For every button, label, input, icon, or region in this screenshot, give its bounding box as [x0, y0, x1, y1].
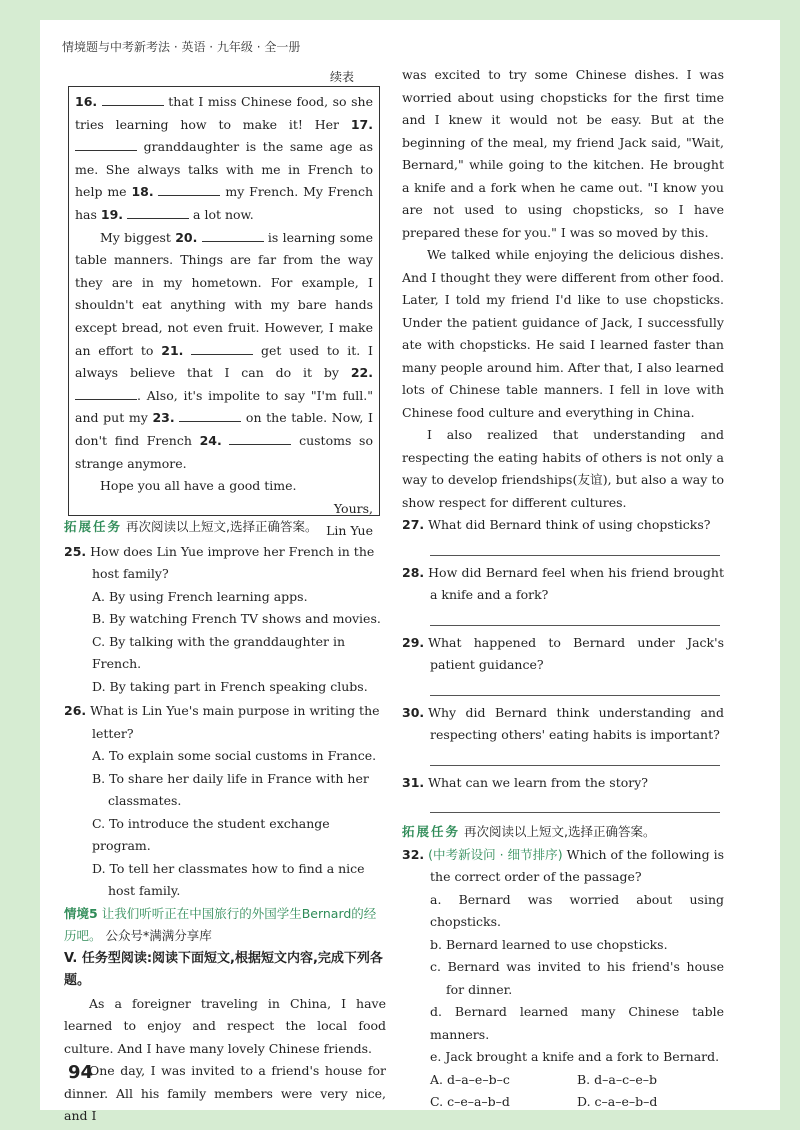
running-header: 情境题与中考新考法 · 英语 · 九年级 · 全一册	[62, 40, 301, 54]
blank-23[interactable]	[179, 407, 241, 422]
page	[40, 20, 780, 1123]
task-text: 再次阅读以上短文,选择正确答案。	[464, 824, 656, 839]
letter-text: . Also, it's impolite to say "I'm full." and put my	[75, 387, 373, 426]
passage-paragraph: I also realized that understanding and respecting the eating habits of others is not only a way to develop friendships(友谊), but also a way to show respect for different cultures.	[402, 427, 724, 510]
passage-paragraph: was excited to try some Chinese dishes. I was worried about using chopsticks for the first time and I knew it would not be easy. But at the beginning of the meal, my friend Jack said, "Wait, Bernard," while going to the kitchen. He brought a knife and a fork when he came out. "I know you are not used to using chopsticks, so I have prepared these for you." I was so moved by this.	[402, 67, 724, 240]
answer-line[interactable]	[430, 677, 720, 696]
option[interactable]: C. By talking with the granddaughter in French.	[92, 633, 346, 671]
answer-line[interactable]	[430, 607, 720, 626]
option[interactable]: B. To share her daily life in France with her classmates.	[92, 770, 369, 808]
event-item: c. Bernard was invited to his friend's house for dinner.	[430, 959, 724, 997]
right-column	[402, 64, 724, 1114]
choice-c[interactable]: C. c–e–a–b–d	[430, 1094, 510, 1109]
task-text: 再次阅读以上短文,选择正确答案。	[126, 519, 318, 534]
blank-num: 24.	[199, 432, 222, 448]
watermark: 公众号*满满分享库	[105, 928, 212, 943]
question-26: 26. What is Lin Yue's main purpose in writing the letter?	[64, 703, 380, 741]
blank-num: 22.	[350, 365, 373, 381]
blank-num: 18.	[131, 184, 154, 200]
letter-text: that I miss Chinese food, so she tries learning how to make it! Her	[75, 94, 373, 132]
passage-paragraph: One day, I was invited to a friend's house for dinner. All his family members were very nice, and I	[64, 1063, 386, 1123]
letter-text: My biggest	[100, 229, 171, 245]
question-27: 27. What did Bernard think of using chopsticks?	[402, 517, 711, 532]
letter-text: on the table. Now, I don't find French	[75, 410, 373, 448]
choices-row	[402, 1069, 724, 1092]
blank-num: 21.	[161, 342, 184, 358]
question-tag: (中考新设问 · 细节排序)	[428, 846, 563, 862]
event-item: a. Bernard was worried about using chopsticks.	[430, 891, 724, 929]
option[interactable]: A. By using French learning apps.	[92, 588, 308, 604]
letter-text: get used to it. I always believe that I can do it by	[75, 342, 373, 381]
answer-line[interactable]	[430, 794, 720, 813]
passage-paragraph: As a foreigner traveling in China, I have learned to enjoy and respect the local food culture. And I have many lovely Chinese friends.	[64, 995, 386, 1056]
event-item: d. Bernard learned many Chinese table manners.	[430, 1004, 724, 1042]
question-29: 29. What happened to Bernard under Jack's patient guidance?	[402, 634, 724, 672]
question-28: 28. How did Bernard feel when his friend brought a knife and a fork?	[402, 564, 724, 602]
blank-num: 19.	[100, 206, 124, 222]
task-label: 拓展任务	[64, 519, 123, 534]
option[interactable]: B. By watching French TV shows and movies.	[92, 611, 381, 626]
section-title: V. 任务型阅读:阅读下面短文,根据短文内容,完成下列各题。	[64, 950, 383, 988]
continued-label: 续表	[330, 70, 355, 84]
option[interactable]: D. By taking part in French speaking clubs.	[92, 678, 368, 694]
choices-row	[402, 1091, 724, 1114]
event-item: e. Jack brought a knife and a fork to Bernard.	[430, 1049, 720, 1064]
event-item: b. Bernard learned to use chopsticks.	[430, 936, 668, 952]
letter-text: my French. My French has	[75, 184, 374, 222]
situation-5: 情境5 让我们听听正在中国旅行的外国学生Bernard的经历吧。 公众号*满满分享库	[64, 905, 377, 943]
choice-b[interactable]: B. d–a–c–e–b	[577, 1071, 657, 1087]
blank-22[interactable]	[75, 385, 137, 400]
letter-signature: Lin Yue	[326, 523, 373, 539]
blank-16[interactable]	[102, 91, 164, 106]
choice-d[interactable]: D. c–a–e–b–d	[577, 1094, 658, 1109]
letter-text: customs so strange anymore.	[75, 432, 373, 471]
blank-num: 23.	[152, 410, 175, 426]
answer-line[interactable]	[430, 537, 720, 556]
extension-task	[402, 821, 724, 844]
question-32: 32. (中考新设问 · 细节排序) Which of the following is the correct order of the passage?	[402, 846, 724, 884]
blank-19[interactable]	[127, 204, 189, 219]
letter-text: a lot now.	[193, 206, 254, 222]
option[interactable]: C. To introduce the student exchange program.	[92, 815, 330, 853]
blank-num: 17.	[350, 116, 373, 132]
question-25: 25. How does Lin Yue improve her French in the host family?	[64, 543, 375, 581]
letter-closing: Yours,	[333, 500, 373, 516]
blank-num: 16.	[75, 94, 98, 109]
question-30: 30. Why did Bernard think understanding and respecting others' eating habits is important?	[402, 704, 724, 742]
blank-20[interactable]	[202, 227, 264, 242]
letter-closing-line: Hope you all have a good time.	[100, 478, 297, 494]
answer-line[interactable]	[430, 747, 720, 766]
blank-21[interactable]	[191, 340, 253, 355]
choice-a[interactable]: A. d–a–e–b–c	[430, 1071, 510, 1087]
question-31: 31. What can we learn from the story?	[402, 774, 648, 790]
blank-num: 20.	[175, 229, 198, 245]
option[interactable]: A. To explain some social customs in France.	[92, 748, 377, 763]
extension-task	[64, 516, 386, 539]
blank-18[interactable]	[158, 181, 220, 196]
letter-text: is learning some table manners. Things are far from the way they are in my hometown. For example, I shouldn't eat anything with my bare hands except bread, not even fruit. However, I make an effort to	[75, 229, 373, 358]
option[interactable]: D. To tell her classmates how to find a nice host family.	[92, 860, 365, 898]
left-column	[64, 516, 386, 1128]
blank-24[interactable]	[229, 430, 291, 445]
passage-paragraph: We talked while enjoying the delicious dishes. And I thought they were different from other food. Later, I told my friend I'd like to use chopsticks. Under the patient guidance of Jack, I successfully ate with chopsticks. He said I learned faster than many people around him. After that, I also learned lots of Chinese table manners. I fell in love with Chinese food culture and everything in China.	[402, 247, 724, 420]
letter-text: granddaughter is the same age as me. She always talks with me in French to help me	[75, 139, 373, 200]
page-number: 94	[68, 1062, 94, 1083]
task-label: 拓展任务	[402, 824, 461, 839]
blank-17[interactable]	[75, 136, 137, 151]
